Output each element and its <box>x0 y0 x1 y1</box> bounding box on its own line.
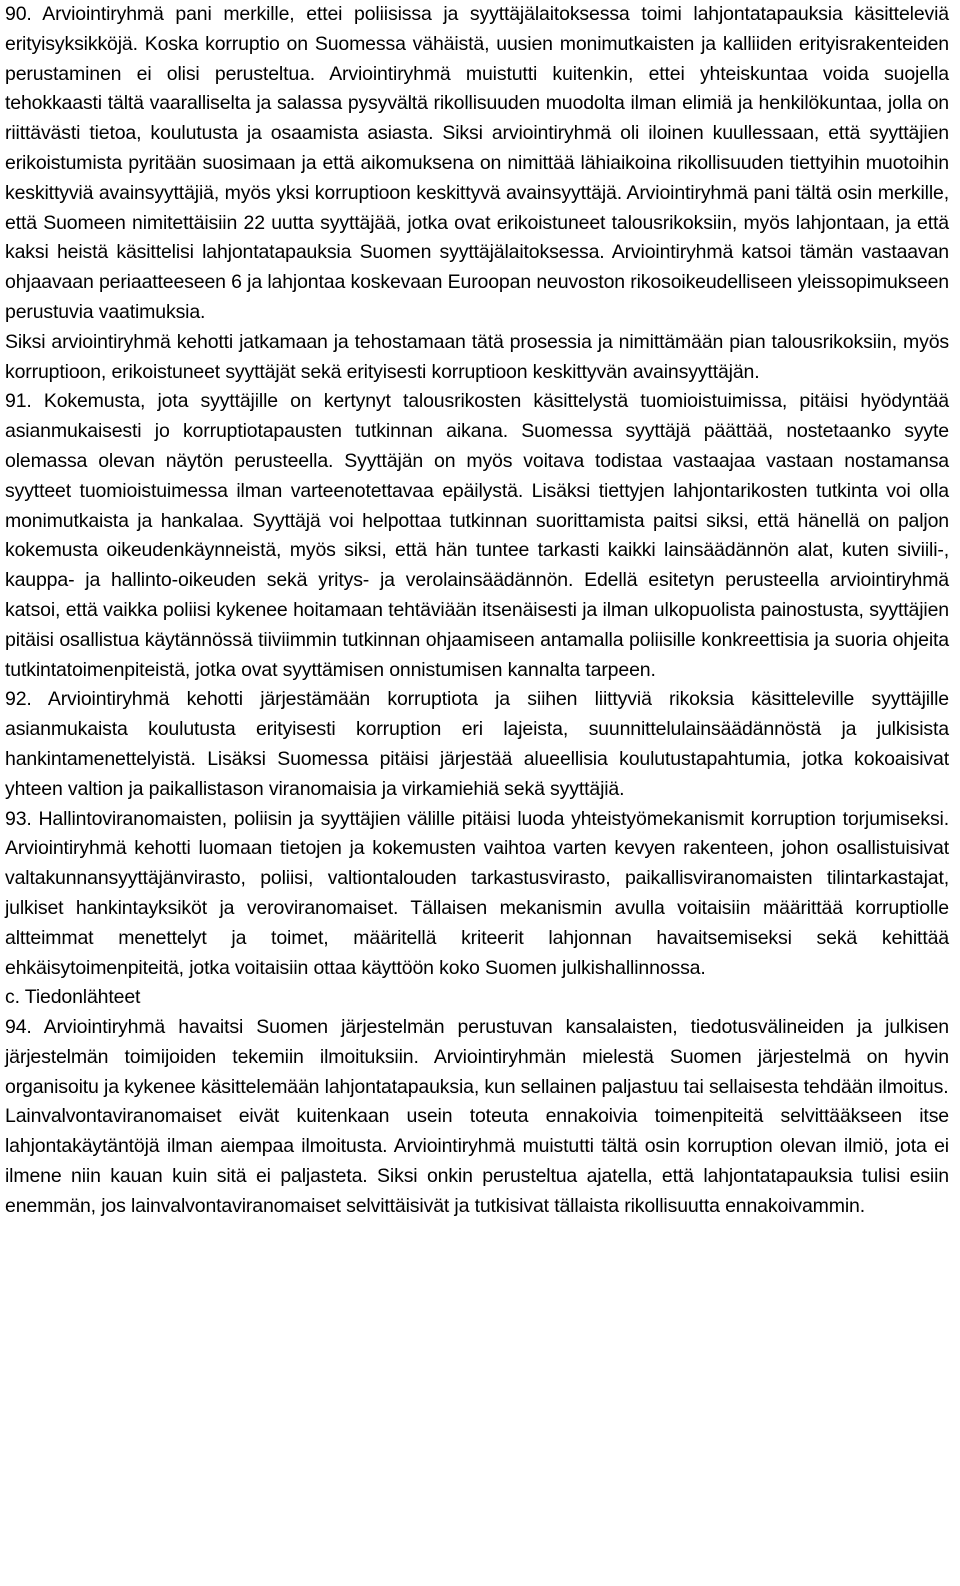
paragraph-90-continued: Siksi arviointiryhmä kehotti jatkamaan ja tehostamaan tätä prosessia ja nimittämään pian talousrikoksiin, myös korruptioon, erikoistuneet syyttäjät sekä erityisesti korruptioon keskittyvän avainsyyttäjän. <box>5 330 949 383</box>
paragraph-93: 93. Hallintoviranomaisten, poliisin ja syyttäjien välille pitäisi luoda yhteistyömekanismit korruption torjumiseksi. Arviointiryhmä kehotti luomaan tietojen ja kokemusten vaihtoa varten kevyen rakenteen, johon osallistuisivat valtakunnansyyttäjänvirasto, poliisi, valtiontalouden tarkastusvirasto, paikallisviranomaisten tilintarkastajat, julkiset hankintayksiköt ja veroviranomaiset. Tällaisen mekanismin avulla voitaisiin määrittää korruptiolle altteimmat menettelyt ja toimet, määritellä kriteerit lahjonnan havaitsemiseksi sekä kehittää ehkäisytoimenpiteitä, jotka voitaisiin ottaa käyttöön koko Suomen julkishallinnossa. <box>5 807 949 979</box>
paragraph-90: 90. Arviointiryhmä pani merkille, ettei poliisissa ja syyttäjälaitoksessa toimi lahjontatapauksia käsitteleviä erityisyksikköjä. Koska korruptio on Suomessa vähäistä, uusien monimutkaisten ja kalliiden erityisrakenteiden perustaminen ei olisi perusteltua. Arviointiryhmä muistutti kuitenkin, ettei yhteiskuntaa voida suojella tehokkaasti tältä vaaralliselta ja salassa pysyvältä rikollisuuden muodolta ilman elimiä ja henkilökuntaa, jolla on riittävästi tietoa, koulutusta ja osaamista asiasta. Siksi arviointiryhmä oli iloinen kuullessaan, että syyttäjien erikoistumista pyritään suosimaan ja että aikomuksena on nimittää lähiaikoina rikollisuuden tiettyihin muotoihin keskittyviä avainsyyttäjiä, myös yksi korruptioon keskittyvä avainsyyttäjä. Arviointiryhmä pani tältä osin merkille, että Suomeen nimitettäisiin 22 uutta syyttäjää, jotka ovat erikoistuneet talousrikoksiin, myös lahjontaan, ja että kaksi heistä käsittelisi lahjontatapauksia Suomen syyttäjälaitoksessa. Arviointiryhmä katsoi tämän vastaavan ohjaavaan periaatteeseen 6 ja lahjontaa koskevaan Euroopan neuvoston rikosoikeudelliseen yleissopimukseen perustuvia vaatimuksia. <box>5 3 949 323</box>
document-page <box>5 0 949 1222</box>
paragraph-94-continued: Lainvalvontaviranomaiset eivät kuitenkaan usein toteuta ennakoivia toimenpiteitä selvittääkseen itse lahjontakäytäntöjä ilman aiempaa ilmoitusta. Arviointiryhmä muistutti tältä osin korruption olevan ilmiö, jota ei ilmene niin kauan kuin sitä ei paljasteta. Siksi onkin perusteltua ajatella, että lahjontatapauksia tulisi esiin enemmän, jos lainvalvontaviranomaiset selvittäisivät ja tutkisivat tällaista rikollisuutta ennakoivammin. <box>5 1105 949 1217</box>
paragraph-92: 92. Arviointiryhmä kehotti järjestämään korruptiota ja siihen liittyviä rikoksia käsitteleville syyttäjille asianmukaista koulutusta erityisesti korruption eri lajeista, suunnittelulainsäädännöstä ja julkisista hankintamenettelyistä. Lisäksi Suomessa pitäisi järjestää alueellisia koulutustapahtumia, jotka kokoaisivat yhteen valtion ja paikallistason viranomaisia ja virkamiehiä sekä syyttäjiä. <box>5 688 949 800</box>
paragraph-94: 94. Arviointiryhmä havaitsi Suomen järjestelmän perustuvan kansalaisten, tiedotusvälineiden ja julkisen järjestelmän toimijoiden tekemiin ilmoituksiin. Arviointiryhmän mielestä Suomen järjestelmä on hyvin organisoitu ja kykenee käsittelemään lahjontatapauksia, kun sellainen paljastuu tai sellaisesta tehdään ilmoitus. <box>5 1016 949 1098</box>
section-heading: c. Tiedonlähteet <box>5 986 141 1009</box>
paragraph-91: 91. Kokemusta, jota syyttäjille on kertynyt talousrikosten käsittelystä tuomioistuimissa, pitäisi hyödyntää asianmukaisesti jo korruptiotapausten tutkinnan aikana. Suomessa syyttäjä päättää, nostetaanko syyte olemassa olevan näytön perusteella. Syyttäjän on myös voitava todistaa vastaajaa vastaan nostamansa syytteet tuomioistuimessa ilman varteenotettavaa epäilystä. Lisäksi tiettyjen lahjontarikosten tutkinta voi olla monimutkaista ja hankalaa. Syyttäjä voi helpottaa tutkinnan suorittamista paitsi siksi, että hänellä on paljon kokemusta oikeudenkäynneistä, myös siksi, että hän tuntee tarkasti kaikki lainsäädännön alat, kuten siviili-, kauppa- ja hallinto-oikeuden sekä yritys- ja verolainsäädännön. Edellä esitetyn perusteella arviointiryhmä katsoi, että vaikka poliisi kykenee hoitamaan tehtäviään itsenäisesti ja ilman ulkopuolista painostusta, syyttäjien pitäisi osallistua käytännössä tiiviimmin tutkinnan ohjaamiseen antamalla poliisille konkreettisia ja suoria ohjeita tutkintatoimenpiteistä, jotka ovat syyttämisen onnistumisen kannalta tarpeen. <box>5 390 949 681</box>
